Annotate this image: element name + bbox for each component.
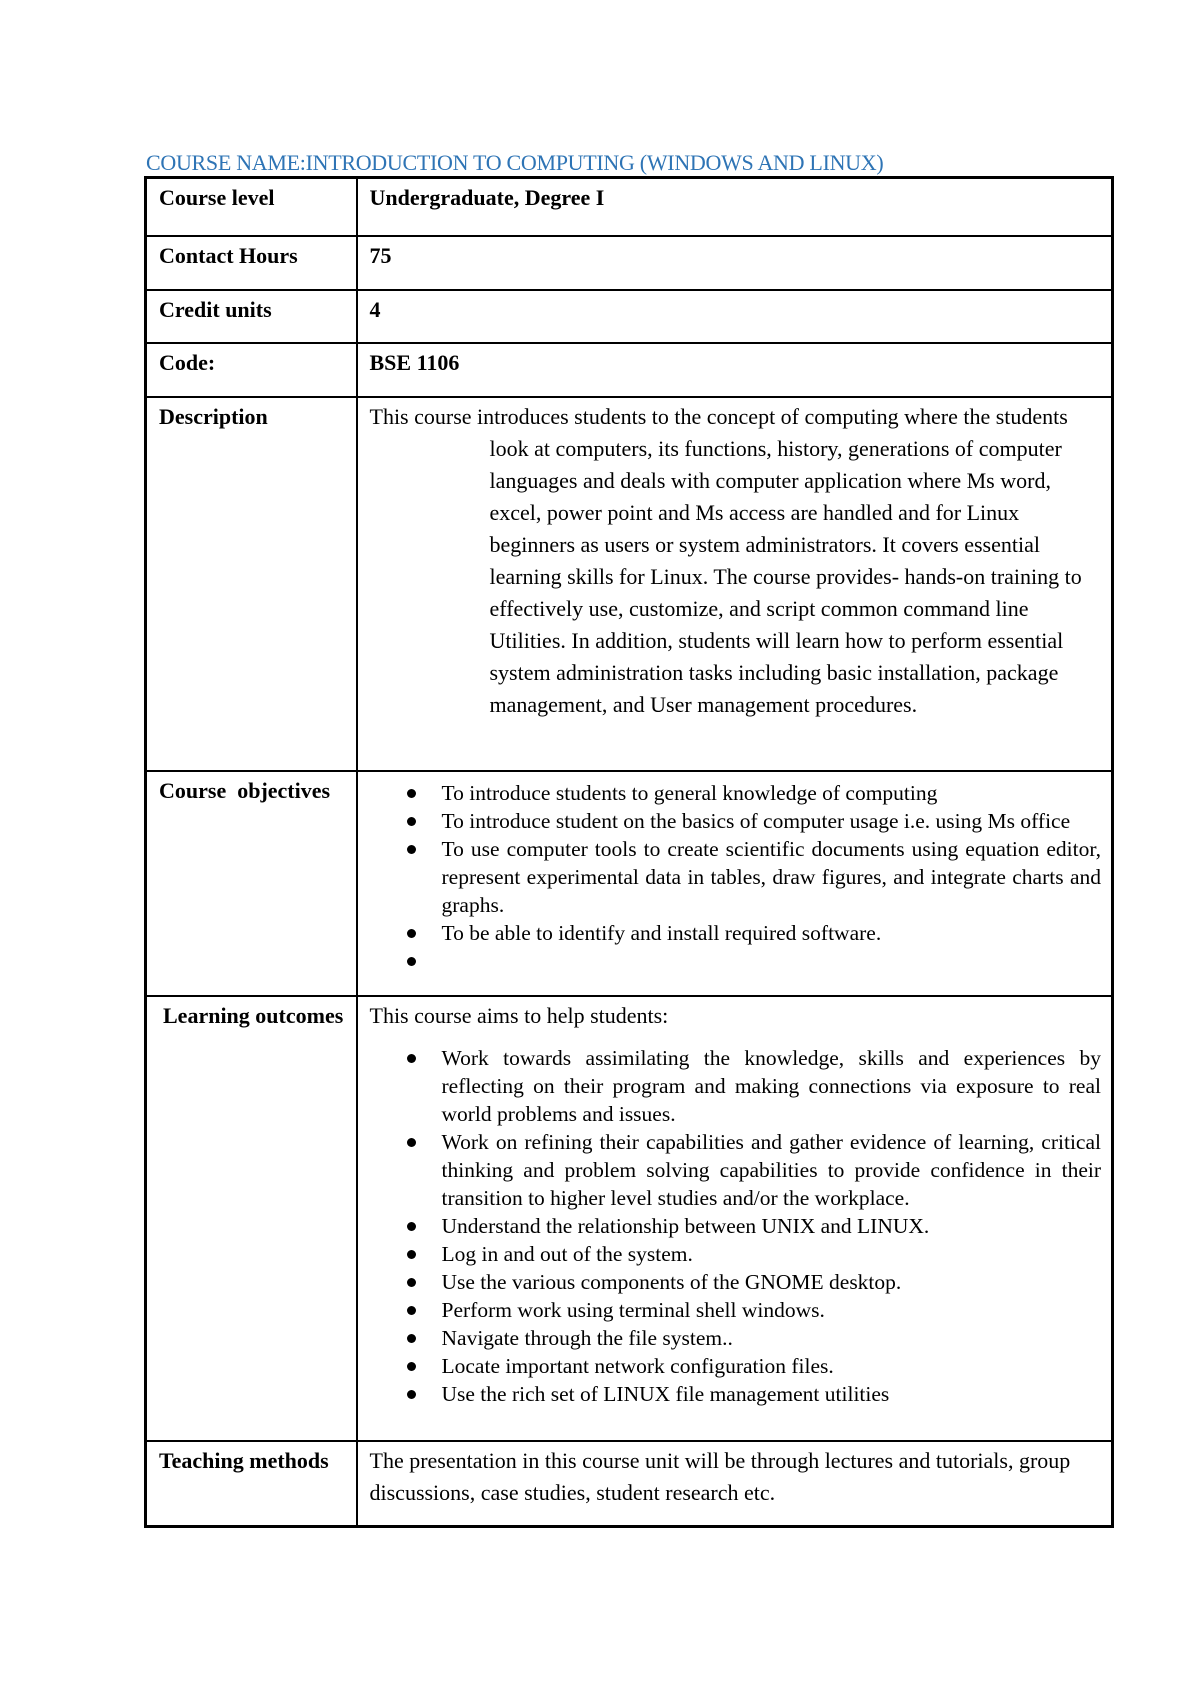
code-label: Code: xyxy=(146,343,357,397)
row-teaching-methods xyxy=(146,1441,1113,1527)
objectives-list xyxy=(370,779,1102,969)
course-table xyxy=(144,176,1114,1528)
bullet-icon xyxy=(407,1390,416,1399)
bullet-icon xyxy=(407,1138,416,1147)
description-text: This course introduces students to the concept of computing where the students look at computers, its functions, history, generations of computer languages and deals with computer application where Ms word, excel, power point and Ms access are handled and for Linux beginners as users or system administrators. It covers essential learning skills for Linux. The course provides- hands-on training to effectively use, customize, and script common command line Utilities. In addition, students will learn how to perform essential system administration tasks including basic installation, package management, and User management procedures. xyxy=(369,403,1082,717)
outcome-item: Locate important network configuration files. xyxy=(442,1352,1102,1380)
row-description xyxy=(146,397,1113,771)
course-objectives-label: Course objectives xyxy=(146,771,357,996)
objective-item-empty xyxy=(442,947,1102,969)
document-title: COURSE NAME:INTRODUCTION TO COMPUTING (WINDOWS AND LINUX) xyxy=(146,150,884,175)
bullet-icon xyxy=(407,1250,416,1259)
credit-units-label: Credit units xyxy=(146,290,357,343)
row-contact-hours xyxy=(146,236,1113,290)
description-label: Description xyxy=(146,397,357,771)
outcome-item: Understand the relationship between UNIX and LINUX. xyxy=(442,1212,1102,1240)
bullet-icon xyxy=(407,929,416,938)
objective-item: To introduce student on the basics of computer usage i.e. using Ms office xyxy=(442,807,1102,835)
outcome-item: Work on refining their capabilities and gather evidence of learning, critical thinking and problem solving capabilities to provide confidence in their transition to higher level studies and/or the workplace. xyxy=(442,1128,1102,1212)
bullet-icon xyxy=(407,1054,416,1063)
row-course-level xyxy=(146,178,1113,236)
learning-outcomes-cell xyxy=(357,996,1113,1441)
bullet-icon xyxy=(407,1334,416,1343)
course-objectives-cell xyxy=(357,771,1113,996)
credit-units-value: 4 xyxy=(357,290,1113,343)
bullet-icon xyxy=(407,1222,416,1231)
code-value: BSE 1106 xyxy=(357,343,1113,397)
outcome-item: Log in and out of the system. xyxy=(442,1240,1102,1268)
outcome-item: Use the various components of the GNOME desktop. xyxy=(442,1268,1102,1296)
learning-outcomes-intro: This course aims to help students: xyxy=(369,1002,669,1028)
bullet-icon xyxy=(407,957,416,966)
outcome-item: Work towards assimilating the knowledge, skills and experiences by reflecting on their program and making connections via exposure to real world problems and issues. xyxy=(442,1044,1102,1128)
outcome-item: Navigate through the file system.. xyxy=(442,1324,1102,1352)
contact-hours-value: 75 xyxy=(357,236,1113,290)
objective-item: To be able to identify and install required software. xyxy=(442,919,1102,947)
bullet-icon xyxy=(407,1362,416,1371)
bullet-icon xyxy=(407,845,416,854)
contact-hours-label: Contact Hours xyxy=(146,236,357,290)
teaching-methods-value: The presentation in this course unit will be through lectures and tutorials, group discussions, case studies, student research etc. xyxy=(357,1441,1113,1527)
learning-outcomes-label: Learning outcomes xyxy=(146,996,357,1441)
objective-item: To use computer tools to create scientific documents using equation editor, represent experimental data in tables, draw figures, and integrate charts and graphs. xyxy=(442,835,1102,919)
teaching-methods-label: Teaching methods xyxy=(146,1441,357,1527)
description-cell xyxy=(357,397,1113,771)
row-code xyxy=(146,343,1113,397)
course-level-value: Undergraduate, Degree I xyxy=(357,178,1113,236)
outcome-item: Perform work using terminal shell windows. xyxy=(442,1296,1102,1324)
bullet-icon xyxy=(407,1278,416,1287)
outcome-item: Use the rich set of LINUX file management utilities xyxy=(442,1380,1102,1408)
bullet-icon xyxy=(407,1306,416,1315)
bullet-icon xyxy=(407,817,416,826)
row-learning-outcomes xyxy=(146,996,1113,1441)
course-level-label: Course level xyxy=(146,178,357,236)
row-course-objectives xyxy=(146,771,1113,996)
outcomes-list xyxy=(370,1044,1102,1408)
bullet-icon xyxy=(407,789,416,798)
row-credit-units xyxy=(146,290,1113,343)
objective-item: To introduce students to general knowledge of computing xyxy=(442,779,1102,807)
